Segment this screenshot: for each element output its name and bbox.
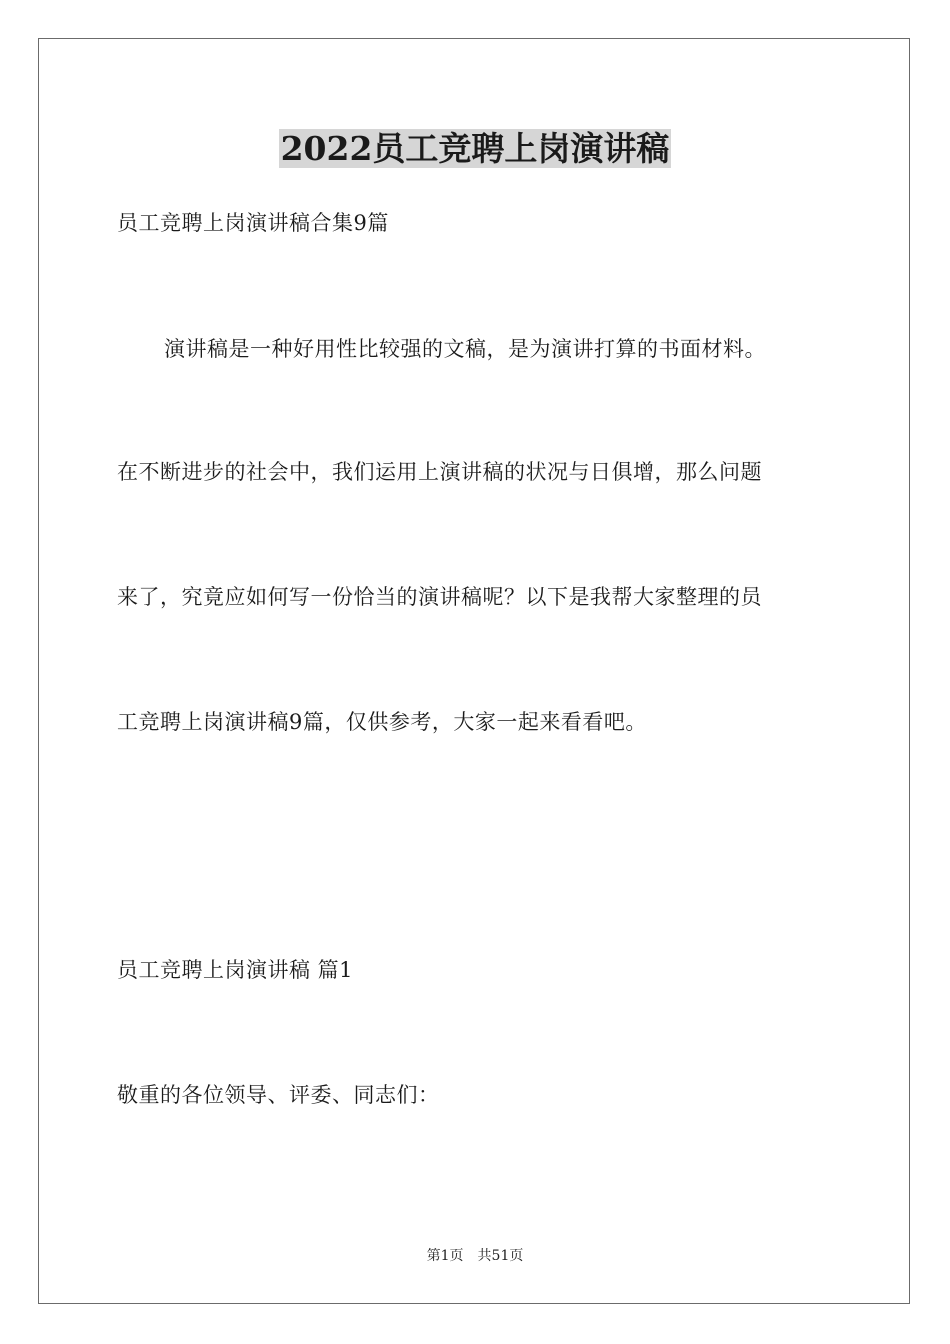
intro-paragraph-line-2: 在不断进步的社会中，我们运用上演讲稿的状况与日俱增，那么问题 [117,460,762,484]
salutation: 敬重的各位领导、评委、同志们： [117,1083,440,1107]
page-footer [0,1246,950,1266]
document-title-text: 2022员工竞聘上岗演讲稿 [280,129,670,168]
intro-paragraph-line-3: 来了，究竟应如何写一份恰当的演讲稿呢？以下是我帮大家整理的员 [117,585,762,609]
intro-paragraph-line-4: 工竞聘上岗演讲稿9篇，仅供参考，大家一起来看看吧。 [117,710,647,734]
collection-subtitle: 员工竞聘上岗演讲稿合集9篇 [117,211,389,235]
page-number: 第1页 [426,1248,464,1264]
page-total: 共51页 [477,1248,524,1264]
section-heading: 员工竞聘上岗演讲稿 篇1 [117,958,354,982]
intro-paragraph-line-1: 演讲稿是一种好用性比较强的文稿，是为演讲打算的书面材料。 [164,337,766,361]
document-title [0,124,950,174]
